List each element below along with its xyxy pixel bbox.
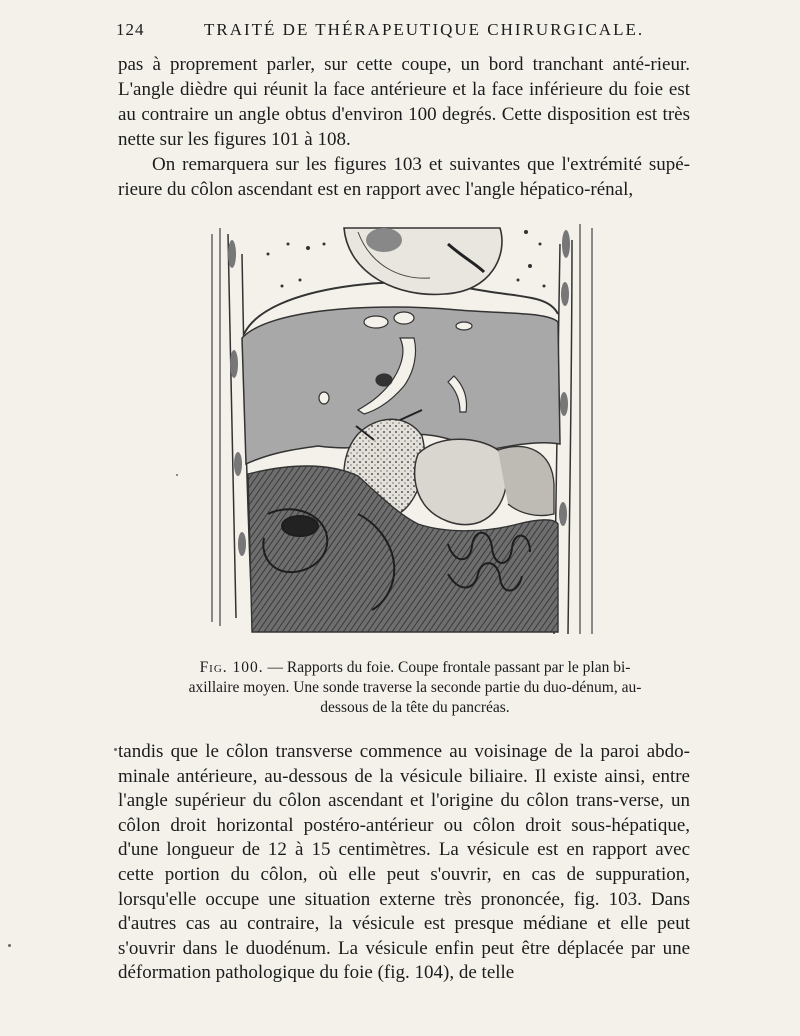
paragraph-colon-transverse: tandis que le côlon transverse commence au voisinage de la paroi abdo-minale antérieure, au-dessous de la vésicule biliaire. Il existe ainsi, entre l'angle supérieur du côlon ascendant et l'origine du côlon trans-verse, un côlon droit horizontal postéro-antérieur ou côlon droit sous-hépatique, d'une longueur de 12 à 15 centimètres. La vésicule est en rapport avec cette portion du côlon, où elle peut s'ouvrir, en cas de suppuration, lorsqu'elle occupe une situation externe très prononcée, fig. 103. Dans d'autres cas au contraire, la vésicule est presque médiane et elle peut s'ouvrir dans le duodénum. La vésicule enfin peut être déplacée par une déformation pathologique du foie (fig. 104), de telle: [118, 741, 690, 984]
figure-caption: [180, 658, 650, 718]
figure-caption-text: — Rapports du foie. Coupe frontale passant par le plan bi-axillaire moyen. Une sonde traverse la seconde partie du duo-dénum, au-dessous de la tête du pancréas.: [188, 659, 642, 716]
figure-label: Fig. 100.: [199, 659, 264, 676]
top-text-block: [118, 52, 690, 202]
ink-speck: [114, 748, 117, 751]
running-title: TRAITÉ DE THÉRAPEUTIQUE CHIRURGICALE.: [204, 20, 645, 39]
page-number: 124: [116, 20, 145, 39]
ink-speck: [176, 474, 178, 476]
paragraph-continuation: pas à proprement parler, sur cette coupe, un bord tranchant anté-rieur. L'angle dièdre qui réunit la face antérieure et la face inférieure du foie est au contraire un angle obtus d'environ 100 degrés. Cette disposition est très nette sur les figures 101 à 108.: [118, 54, 690, 150]
frontal-section-illustration: [208, 214, 600, 642]
paragraph-colon-ascendant: On remarquera sur les figures 103 et suivantes que l'extrémité supé-rieure du côlon ascendant est en rapport avec l'angle hépatico-rénal,: [118, 154, 690, 200]
bottom-text-block: [118, 740, 690, 986]
running-head: [116, 20, 706, 44]
ink-speck: [8, 944, 11, 947]
anatomical-figure: [208, 214, 600, 642]
